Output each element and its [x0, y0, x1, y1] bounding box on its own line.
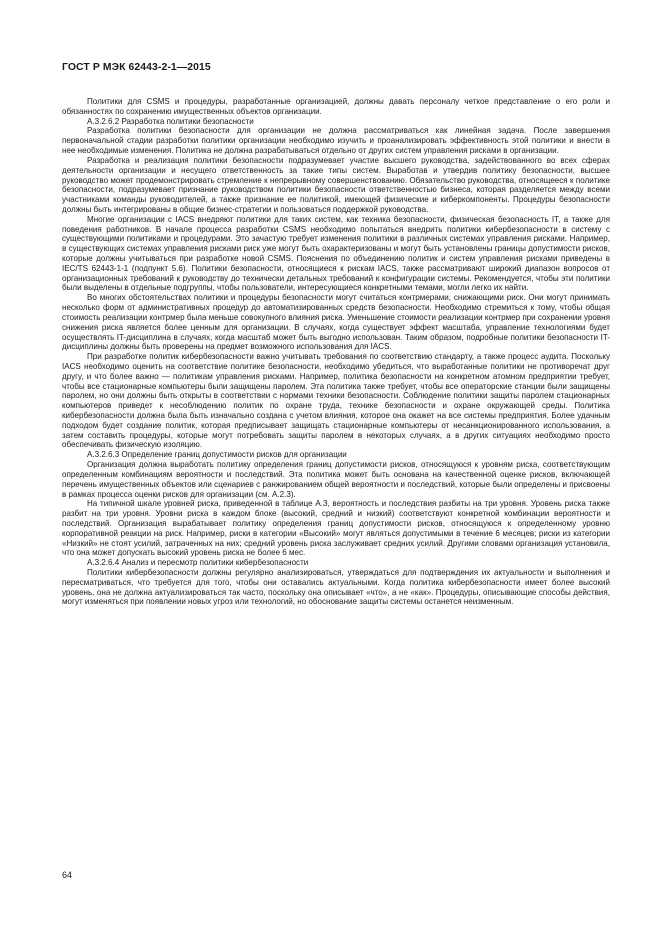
paragraph-compliance-audit: При разработке политик кибербезопасности важно учитывать требования по соответствию стандарту, а также процесс аудита. Поскольку IACS необходимо оценить на соответствие политике безопасности, необходимо убедиться, что выработанные политики не противоречат друг другу, и что более важно — политикам управления рисками. Например, политика безопасности на конкретном атомном предприятии требует, чтобы все стационарные компьютеры были защищены паролем. Эта политика также требует, чтобы все операторские станции были защищены паролем, но они должны быть открыты в соответствии с нормами техники безопасности. Соблюдение политики защиты паролем стационарных компьютеров приведет к несоблюдению политик по охране труда, технике безопасности и охране окружающей среды. Политика кибербезопасности должна была быть изначально создана с учетом влияния, которое она окажет на все системы предприятия. Более удачным подходом будет создание политик, которая предписывает защищать стационарные компьютеры от несанкционированного использования, а затем составить процедуры, которые могут потребовать защиты паролем в некоторых случаях, а в других ситуациях необходимо просто обеспечивать физическую изоляцию.: [62, 352, 610, 450]
paragraph-csms-policies: Политики для CSMS и процедуры, разработанные организацией, должны давать персоналу четкое представление о его роли и обязанностях по сохранению имущественных объектов организации.: [62, 97, 610, 116]
paragraph-risk-tolerance: Организация должна выработать политику определения границ допустимости рисков, относящуюся к уровням риска, соответствующим определенным комбинациям вероятности и последствий. Эта политика может быть основана на качественной оценке рисков, включающей перечень имущественных объектов или сценариев с ранжированием общей вероятности и последствий, которые были определены и присвоены в рамках процесса оценки рисков для организации (см. А.2.3).: [62, 460, 610, 499]
paragraph-risk-scale: На типичной шкале уровней риска, приведенной в таблице А.3, вероятность и последствия разбиты на три уровня. Уровень риска также разбит на три уровня. Уровни риска в каждом блоке (высокий, средний и низкий) соответствуют конкретной комбинации вероятности и последствий. Организация вырабатывает политику определения границ допустимости рисков, относящуюся к определенному уровню корпоративной реакции на риск. Например, риски в категории «Высокий» могут являться допустимыми в течение 6 месяцев; риски из категории «Низкий» не стоят усилий, затраченных на них; средний уровень риска заслуживает средних усилий. Другими словами организация установила, что она может допускать высокий уровень риска не более 6 мес.: [62, 499, 610, 558]
section-heading-a3264: A.3.2.6.4 Анализ и пересмотр политики кибербезопасности: [87, 558, 309, 568]
document-header: ГОСТ Р МЭК 62443-2-1—2015: [62, 62, 211, 73]
paragraph-policy-review: Политики кибербезопасности должны регулярно анализироваться, утверждаться для подтверждения их актуальности и выполнения и пересматриваться, что требуется для того, чтобы они оставались актуальными. Когда политика кибербезопасности имеет более высокий уровень, она не должна актуализироваться так часто, поскольку она описывает «что», а не «как». Процедуры, описывающие способы действия, могут изменяться при появлении новых угроз или технологий, но обоснование защиты системы останется неизменным.: [62, 568, 610, 607]
page-number: 64: [62, 870, 73, 880]
section-heading-a3263: A.3.2.6.3 Определение границ допустимости рисков для организации: [87, 450, 347, 460]
paragraph-policy-development: Разработка политики безопасности для организации не должна рассматриваться как линейная задача. После завершения первоначальной стадии разработки политики организации необходимо изучить и проанализировать эффективность этой политики и внести в нее необходимые изменения. Политика не должна разрабатываться отдельно от других систем управления рисками в организации.: [62, 126, 610, 156]
paragraph-iacs-policies: Многие организации с IACS внедряют политики для таких систем, как техника безопасности, физическая безопасность IT, а также для поведения работников. В начале процесса разработки CSMS необходимо попытаться внедрить политики кибербезопасности в систему с существующими политиками и процедурами. Это зачастую требует изменения политики в различных системах управления рисками. Например, в существующих системах управления рисками риск уже могут быть охарактеризованы и могут быть установлены границы допустимости рисков, которые должны учитываться при разработке новой CSMS. Пояснения по объединению политик и систем управления рисками приведены в IEC/TS 62443-1-1 (подпункт 5.6). Политики безопасности, относящиеся к рискам IACS, также рассматривают широкий диапазон вопросов от организационных требований к руководству до технически детальных требований к конфигурации системы. Рекомендуется, чтобы эти политики были выделены в отдельные подгруппы, чтобы пользователи, интересующиеся конкретными темами, могли легко их найти.: [62, 214, 610, 293]
paragraph-countermeasures: Во многих обстоятельствах политики и процедуры безопасности могут считаться контрмерами, снижающими риск. Они могут принимать несколько форм от административных процедур до автоматизированных средств безопасности. Необходимо стремиться к тому, чтобы общая стоимость реализации контрмер была меньше совокупного влияния риска. Уменьшение стоимости реализации контрмер при сохранении уровня снижения риска является более ценным для организации. В случаях, когда существует эффект масштаба, управление технологиями будет осуществлять IT-дисциплина в случаях, когда масштаб может быть выгодно использован. Таким образом, подробные политики безопасности IT-дисциплины должны быть проверены на предмет возможного использования для IACS.: [62, 293, 610, 352]
section-heading-a3262: A.3.2.6.2 Разработка политики безопасности: [87, 116, 254, 126]
paragraph-management-commitment: Разработка и реализация политики безопасности подразумевает участие высшего руководства, задействованного во всех сферах деятельности организации и несущего ответственность за такие типы систем. Выработав и утвердив политику безопасности, высшее руководство может продемонстрировать стремление к непрерывному совершенствованию. Обязательство руководства, относящееся к политике безопасности, подразумевает признание руководством политики безопасности ответственностью бизнеса, которая разделяется между всеми участниками команды руководителей, а также признание ее политикой, имеющей физические и киберкомпоненты. Процедуры безопасности должны быть интегрированы в общие бизнес-стратегии и пользоваться поддержкой руководства.: [62, 155, 610, 214]
document-body: [62, 97, 610, 607]
